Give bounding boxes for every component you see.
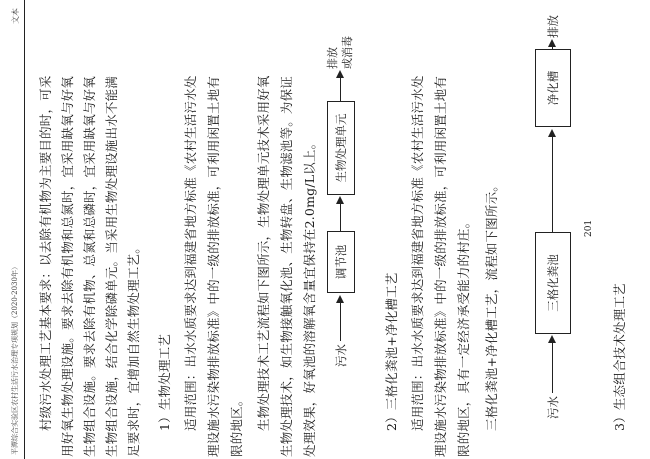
paragraph-line: 三格化粪池+净化槽工艺，流程如下图所示。 <box>484 179 499 431</box>
arrowhead-icon <box>548 335 556 343</box>
arrowhead-icon <box>336 70 344 78</box>
section-heading: 1）生物处理工艺 <box>157 333 172 431</box>
running-header-right: 文本 <box>11 8 20 24</box>
flow-box-regulating-tank <box>327 231 355 293</box>
paragraph-line: 生物组合设施，结合化学除磷单元。当采用生物处理设施出水不能满 <box>104 75 119 457</box>
paragraph-line: 理设施水污染物排放标准》中的一级的排放标准，可利用闲置土地有 <box>206 75 221 457</box>
page-number: 201 <box>584 219 594 237</box>
flow-output-label-1: 排放 <box>326 47 339 69</box>
flow-arrow <box>552 133 553 233</box>
paragraph-line: 限的地区，具有一定经济承受能力的村庄。 <box>456 215 471 457</box>
flow-box-biological-unit <box>327 101 355 195</box>
flow-output-label: 排放 <box>546 15 560 38</box>
flow-arrow <box>340 200 341 232</box>
paragraph-line: 生物处理技术工艺流程如下图所示，生物处理单元技术采用好氧 <box>256 75 271 431</box>
running-header-left: 平潭综合实验区农村生活污水治理专项规划（2020-2030年） <box>11 263 19 455</box>
flow-box-label: 净化槽 <box>546 70 560 106</box>
flow-box-label: 调节池 <box>334 244 348 280</box>
arrowhead-icon <box>336 196 344 204</box>
paragraph-line: 限的地区。 <box>229 393 244 457</box>
section-heading: 2）三格化粪池+净化槽工艺 <box>384 272 399 431</box>
flow-box-label: 三格化粪池 <box>546 254 560 312</box>
paragraph-line: 适用范围：出水水质要求达到福建省地方标准《农村生活污水处 <box>183 75 198 431</box>
flow-arrow <box>552 339 553 393</box>
paragraph-line: 适用范围：出水水质要求达到福建省地方标准《农村生活污水处 <box>410 75 425 431</box>
section-heading: 3）生态组合技术处理工艺 <box>612 283 627 431</box>
arrowhead-icon <box>548 129 556 137</box>
paragraph-line: 足要求时，宜增加自然生物处理工艺。 <box>126 241 141 457</box>
paragraph-line: 理设施水污染物排放标准》中的一级的排放标准，可利用闲置土地有 <box>433 75 448 457</box>
paragraph-line: 村级污水处理工艺基本要求：以去除有机物为主要目的时，可采 <box>38 75 53 431</box>
paragraph-line: 处理效果，好氧池的溶解氧含量宜保持在2.0mg/L以上。 <box>302 136 317 457</box>
flow-arrow <box>340 74 341 102</box>
paragraph-line: 生物组合设施。要求去除有机物、总氮和总磷时，宜采用缺氧与好氧 <box>82 75 97 457</box>
arrowhead-icon <box>548 39 556 47</box>
flow-box-septic-tank <box>535 232 571 334</box>
flow-input-label: 污水 <box>546 396 560 419</box>
flow-arrow <box>340 299 341 341</box>
paragraph-line: 生物处理技术，如生物接触氧化池、生物转盘、生物滤池等。为保证 <box>279 75 294 457</box>
flow-input-label: 污水 <box>334 344 348 367</box>
flow-box-purification-tank <box>535 49 571 127</box>
flow-output-label-2: 或消毒 <box>341 36 354 69</box>
header-rule <box>24 0 25 459</box>
arrowhead-icon <box>336 295 344 303</box>
flow-box-label: 生物处理单元 <box>334 113 348 183</box>
paragraph-line: 用好氧生物处理设施。要求去除有机物和总氮时，宜采用缺氧与好氧 <box>60 75 75 457</box>
